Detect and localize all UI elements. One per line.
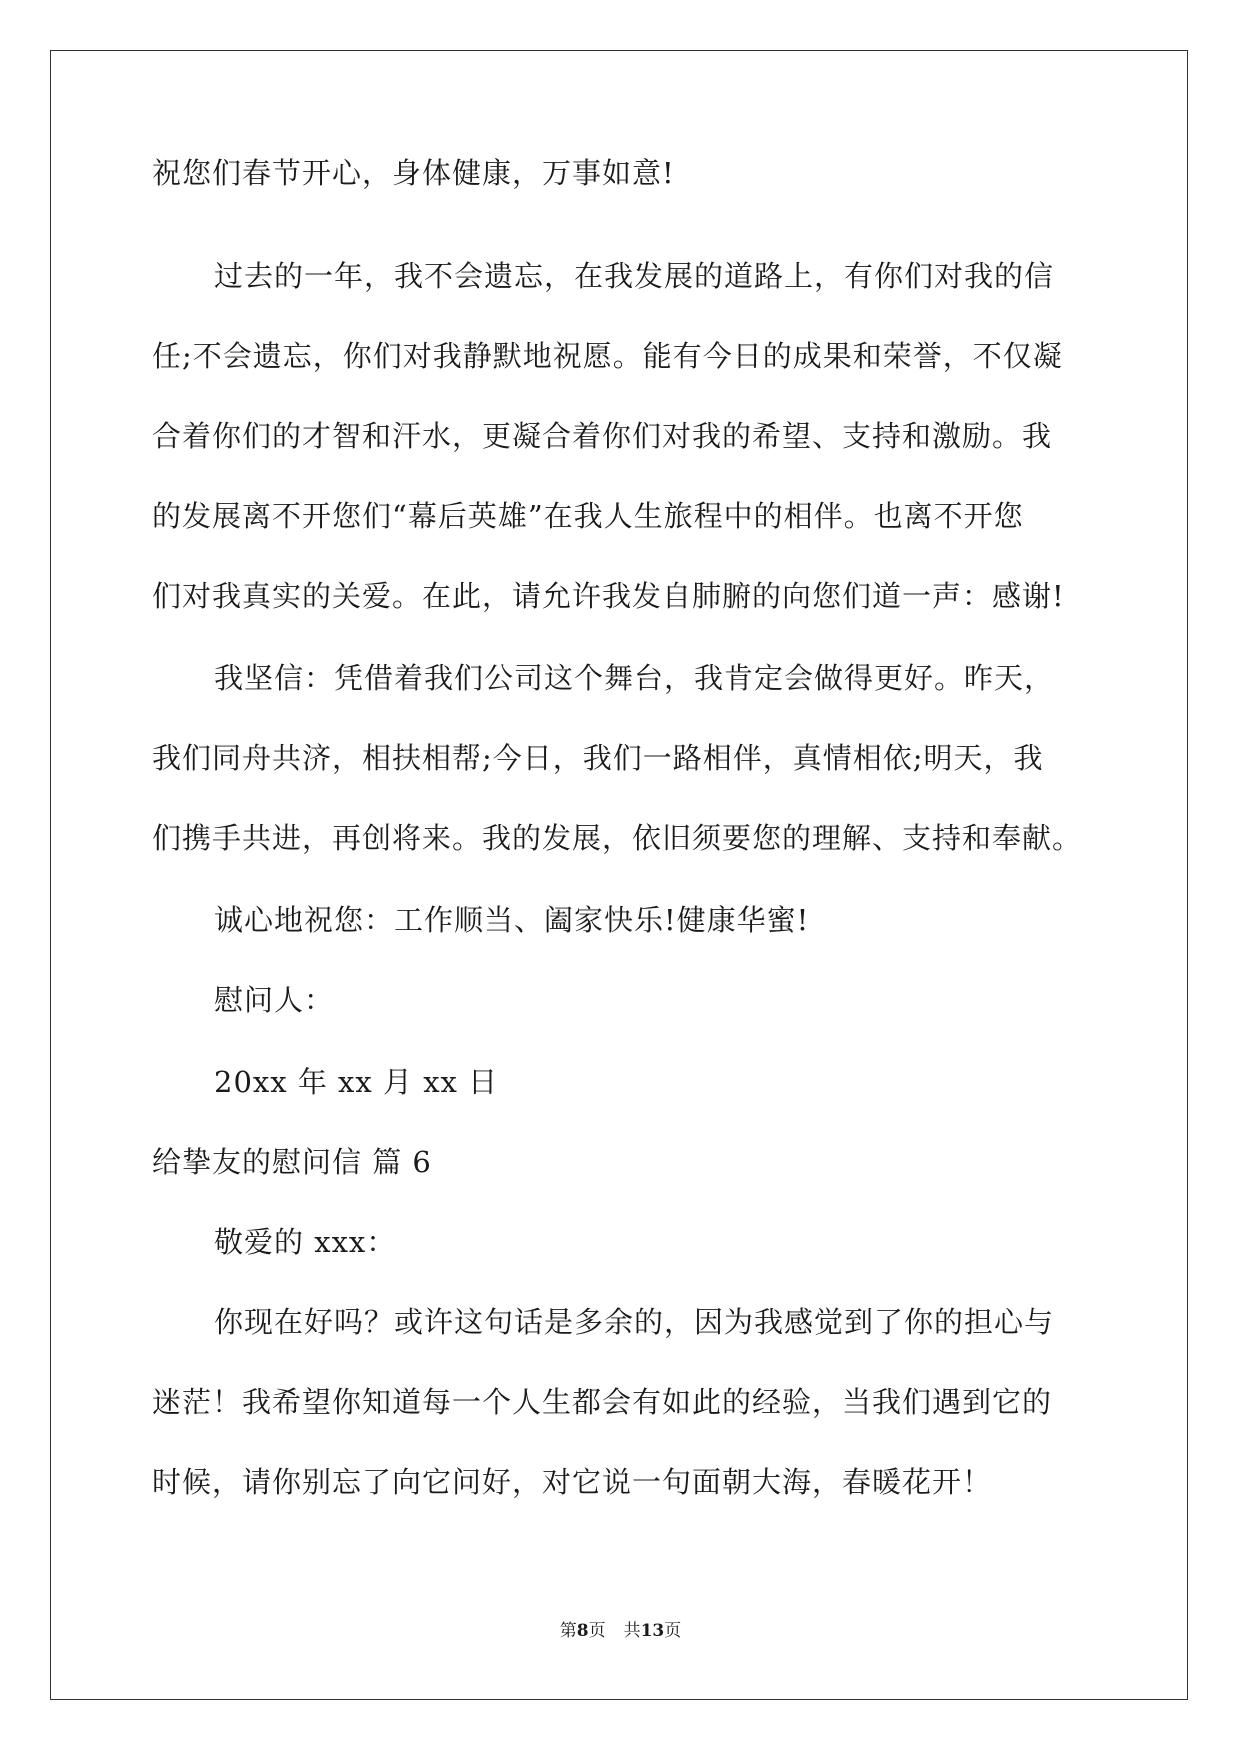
body-line: 我们同舟共济，相扶相帮;今日，我们一路相伴，真情相依;明天，我 (152, 741, 1044, 775)
total-pages: 13 (640, 1621, 665, 1641)
section-heading: 给挚友的慰问信 篇 6 (152, 1145, 432, 1179)
body-line: 诚心地祝您：工作顺当、阖家快乐!健康华蜜! (214, 903, 810, 937)
signature-label: 慰问人： (214, 983, 335, 1017)
page-frame (50, 50, 1188, 1700)
body-line: 过去的一年，我不会遗忘，在我发展的道路上，有你们对我的信 (214, 259, 1055, 293)
salutation: 敬爱的 xxx： (214, 1225, 397, 1259)
body-line: 祝您们春节开心，身体健康，万事如意! (152, 156, 675, 190)
body-line: 们对我真实的关爱。在此，请允许我发自肺腑的向您们道一声：感谢! (152, 579, 1065, 613)
page-prefix: 第 (559, 1621, 577, 1641)
body-line: 合着你们的才智和汗水，更凝合着你们对我的希望、支持和激励。我 (152, 419, 1053, 453)
body-line: 你现在好吗？或许这句话是多余的，因为我感觉到了你的担心与 (214, 1305, 1055, 1339)
page-number: 8 (576, 1621, 589, 1641)
body-line: 们携手共进，再创将来。我的发展，依旧须要您的理解、支持和奉献。 (152, 821, 1083, 855)
body-line: 我坚信：凭借着我们公司这个舞台，我肯定会做得更好。昨天， (214, 661, 1055, 695)
total-suffix: 页 (664, 1621, 682, 1641)
body-line: 时候，请你别忘了向它问好，对它说一句面朝大海，春暖花开！ (152, 1465, 993, 1499)
page-suffix: 页 (588, 1621, 606, 1641)
total-prefix: 共 (623, 1621, 641, 1641)
body-line: 的发展离不开您们“幕后英雄”在我人生旅程中的相伴。也离不开您 (152, 499, 1024, 533)
body-line: 任;不会遗忘，你们对我静默地祝愿。能有今日的成果和荣誉，不仅凝 (152, 339, 1063, 373)
page-footer (0, 1620, 1241, 1642)
body-line: 迷茫！我希望你知道每一个人生都会有如此的经验，当我们遇到它的 (152, 1385, 1053, 1419)
date-line: 20xx 年 xx 月 xx 日 (214, 1065, 499, 1099)
